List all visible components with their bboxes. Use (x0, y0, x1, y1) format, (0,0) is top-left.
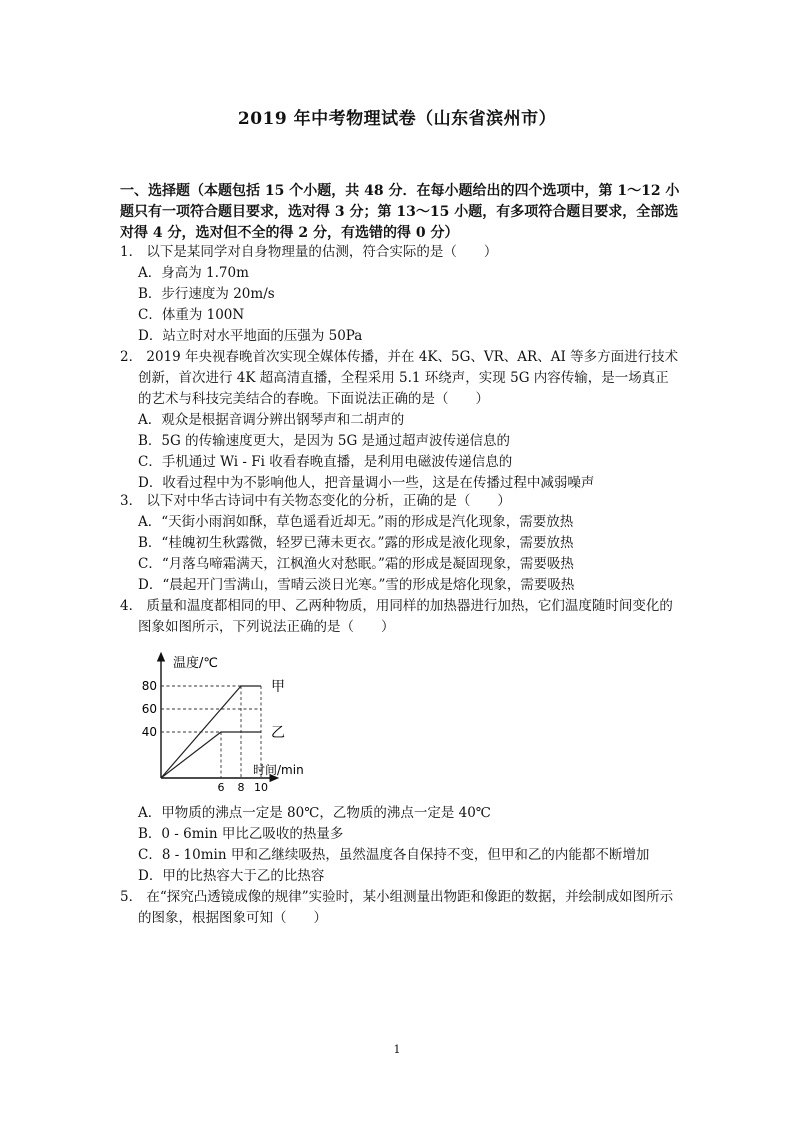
question-text: 1． 以下是某同学对自身物理量的估测，符合实际的是（ ） (120, 244, 498, 260)
question-4-options (120, 803, 680, 887)
option: A．身高为 1.70m (138, 265, 249, 281)
option: C．手机通过 Wi - Fi 收看春晚直播，是利用电磁波传递信息的 (138, 454, 513, 470)
y-tick-label: 80 (141, 679, 157, 693)
option: B．5G 的传输速度更大，是因为 5G 是通过超声波传递信息的 (138, 433, 511, 449)
x-tick-label: 6 (217, 781, 225, 794)
option: D．甲的比热容大于乙的比热容 (138, 868, 325, 884)
question-text: 2． 2019 年央视春晚首次实现全媒体传播，并在 4K、5G、VR、AR、AI 等多方面进行技术创新，首次进行 4K 超高清直播，全程采用 5.1 环绕声，实现 5G 内容传输，是一场真正的艺术与科技完美结合的春晚。下面说法正确的是（ ） (120, 349, 679, 407)
question-text: 4． 质量和温度都相同的甲、乙两种物质，用同样的加热器进行加热，它们温度随时间变化的图象如图所示，下列说法正确的是（ ） (120, 598, 673, 635)
page-title: 2019 年中考物理试卷（山东省滨州市） (237, 109, 557, 129)
option: B．步行速度为 20m/s (138, 286, 275, 302)
option: C．体重为 100N (138, 307, 245, 323)
question-text: 3． 以下对中华古诗词中有关物态变化的分析，正确的是（ ） (120, 493, 511, 509)
y-tick-label: 60 (141, 702, 157, 716)
question-1 (120, 242, 680, 347)
question-3 (120, 491, 680, 596)
option: C．“月落乌啼霜满天，江枫渔火对愁眠。”霜的形成是凝固现象，需要吸热 (138, 556, 574, 572)
option: B．0 - 6min 甲比乙吸收的热量多 (138, 826, 344, 842)
option: B．“桂魄初生秋露微，轻罗已薄未更衣。”露的形成是液化现象，需要放热 (138, 535, 574, 551)
question-text: 5． 在“探究凸透镜成像的规律”实验时，某小组测量出物距和像距的数据，并绘制成如图所示的图象，根据图象可知（ ） (120, 889, 674, 926)
x-tick-label: 10 (254, 781, 268, 794)
option: D．“晨起开门雪满山，雪晴云淡日光寒。”雪的形成是熔化现象，需要吸热 (138, 577, 575, 593)
question-4 (120, 596, 680, 638)
temperature-time-chart (138, 650, 338, 794)
option: A．甲物质的沸点一定是 80℃，乙物质的沸点一定是 40℃ (138, 805, 491, 821)
y-tick-label: 40 (141, 725, 157, 739)
option: A．观众是根据音调分辨出钢琴声和二胡声的 (138, 412, 405, 428)
x-axis-label: 时间/min (253, 763, 304, 777)
y-axis-label: 温度/℃ (173, 656, 218, 671)
chart-svg (138, 650, 338, 794)
section-heading: 一、选择题（本题包括 15 个小题，共 48 分．在每小题给出的四个选项中，第 1～12 小题只有一项符合题目要求，选对得 3 分；第 13～15 小题，有多项符合题目要求，全部选对得 4 分，选对但不全的得 2 分，有选错的得 0 分） (120, 183, 680, 241)
series-label: 乙 (271, 725, 285, 741)
question-2 (120, 347, 680, 494)
page-number: 1 (393, 1043, 401, 1056)
option: C．8 - 10min 甲和乙继续吸热，虽然温度各自保持不变，但甲和乙的内能都不断增加 (138, 847, 650, 863)
x-tick-label: 8 (237, 781, 245, 794)
option: D．收看过程中为不影响他人，把音量调小一些，这是在传播过程中减弱噪声 (138, 475, 595, 491)
series-label: 甲 (271, 679, 285, 695)
option: D．站立时对水平地面的压强为 50Pa (138, 328, 363, 344)
option: A．“天街小雨润如酥，草色遥看近却无。”雨的形成是汽化现象，需要放热 (138, 514, 574, 530)
question-5 (120, 887, 680, 929)
series-line (161, 732, 261, 778)
